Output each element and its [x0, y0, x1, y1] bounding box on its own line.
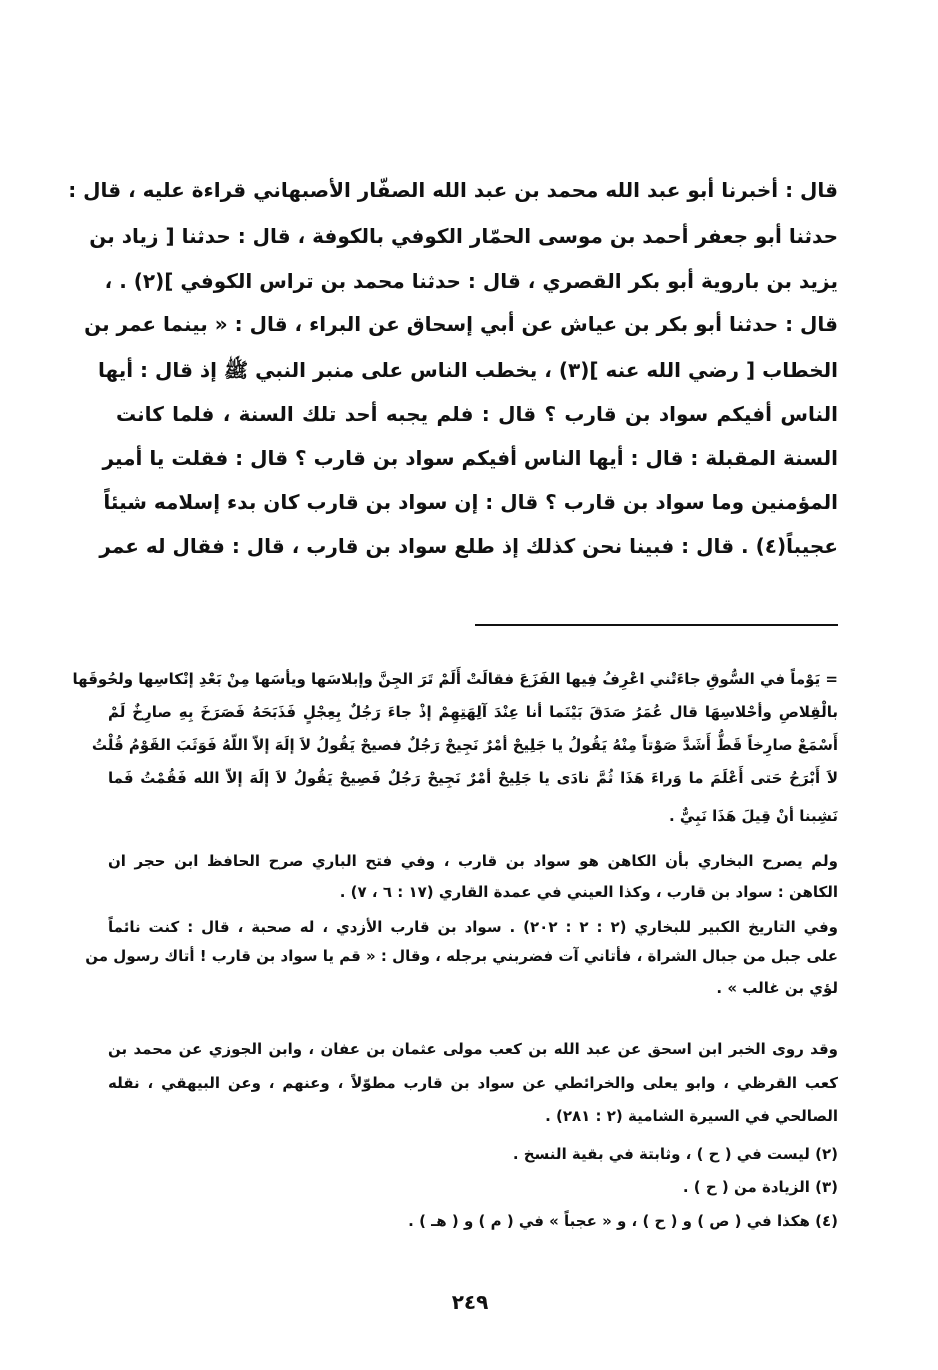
- main-line: حدثنا أبو جعفر أحمد بن موسى الحمّار الكوفي بالكوفة ، قال : حدثنا [ زياد بن: [89, 224, 838, 248]
- footnote-line: ولم يصرح البخاري بأن الكاهن هو سواد بن قارب ، وفي فتح الباري صرح الحافظ ابن حجر ان: [108, 852, 838, 870]
- footnote-line: بالْقِلاصِ وأحْلاسِهَا قال عُمَرُ صَدَقَ بَيْنَما أنا عِنْدَ آلِهَتِهِمْ إذْ جاءَ رَجُلٌ بِعِجْلٍ فَذَبَحَهُ فَصَرَخَ بِهِ صارِخٌ لَمْ: [108, 703, 838, 721]
- main-line: الناس أفيكم سواد بن قارب ؟ قال : فلم يجبه أحد تلك السنة ، فلما كانت: [116, 402, 838, 426]
- footnote-separator: [475, 624, 838, 626]
- footnote-line: لاَ أَبْرَحُ حَتى أَعْلَمَ ما وَراءَ هَذَا ثُمَّ نادَى يا جَلِيحْ أمْرٌ نَجِيحْ رَجُلٌ فَصِيحْ يَقُولُ لاَ إلَهَ إلاّ الله فَقُمْتُ فَما: [108, 769, 838, 787]
- footnote-line: على جبل من جبال الشراة ، فأتاني آت فضربني برجله ، وقال : « قم يا سواد بن قارب ! أتاك رسول من: [85, 947, 838, 965]
- main-line: المؤمنين وما سواد بن قارب ؟ قال : إن سواد بن قارب كان بدء إسلامه شيئاً: [103, 490, 838, 514]
- main-line: السنة المقبلة : قال : أيها الناس أفيكم سواد بن قارب ؟ قال : فقلت يا أمير: [102, 446, 838, 470]
- page-number: ٢٤٩: [451, 1290, 489, 1314]
- footnote-numbered: (٣) الزيادة من ( ح ) .: [682, 1178, 838, 1196]
- footnote-line: وقد روى الخبر ابن اسحق عن عبد الله بن كعب مولى عثمان بن عفان ، وابن الجوزي عن محمد بن: [108, 1040, 838, 1058]
- footnote-line: أَسْمَعْ صارِخاً قَطُّ أَشَدَّ صَوْتاً مِنْهُ يَقُولُ يا جَلِيحْ أمْرٌ نَجِيحْ رَجُلٌ فصيحْ يَقُولُ لاَ إلَهَ إلاّ اللّهُ فَوَثَبَ القَوْمُ قُلْتُ: [91, 736, 838, 754]
- footnote-line: كعب القرظي ، وابو يعلى والخرائطي عن سواد بن قارب مطوّلاً ، وعنهم ، وعن البيهقي ، نقله: [108, 1074, 838, 1092]
- main-line: قال : أخبرنا أبو عبد الله محمد بن عبد الله الصفّار الأصبهاني قراءة عليه ، قال :: [68, 178, 838, 202]
- main-line: قال : حدثنا أبو بكر بن عياش عن أبي إسحاق عن البراء ، قال : « بينما عمر بن: [84, 312, 838, 336]
- footnote-line: = يَوْماً في السُّوقِ جاءَتْني اعْرِفُ فِيها الفَزَعَ فقالَتْ أَلَمْ تَرَ الجِنَّ وإبلاسَها ويأسَها مِنْ بَعْدِ إنْكاسِها ولحُوقَها: [72, 670, 838, 688]
- main-line: الخطاب [ رضي الله عنه ](٣) ، يخطب الناس على منبر النبي ﷺ إذ قال : أيها: [97, 358, 838, 382]
- main-line: يزيد بن باروية أبو بكر القصري ، قال : حدثنا محمد بن تراس الكوفي ](٢) . ،: [104, 269, 838, 293]
- footnote-line: الكاهن : سواد بن قارب ، وكذا العيني في عمدة القاري (١٧ : ٦ ، ٧) .: [339, 883, 838, 901]
- footnote-numbered: (٢) ليست في ( ح ) ، وثابتة في بقية النسخ .: [512, 1145, 838, 1163]
- footnote-line: الصالحي في السيرة الشامية (٢ : ٢٨١) .: [545, 1107, 838, 1125]
- footnote-line: وفي التاريخ الكبير للبخاري (٢ : ٢ : ٢٠٢) . سواد بن قارب الأزدي ، له صحبة ، قال : كنت نائماً: [108, 918, 838, 936]
- main-line: عجيباً(٤) . قال : فبينا نحن كذلك إذ طلع سواد بن قارب ، قال : فقال له عمر: [99, 534, 838, 558]
- footnote-line: لؤي بن غالب » .: [716, 979, 838, 997]
- footnote-numbered: (٤) هكذا في ( ص ) و ( ح ) ، و « عجباً » في ( م ) و ( هـ ) .: [408, 1212, 838, 1230]
- footnote-line: نَشِبنا أنْ قِيلَ هَذَا نَبِيٌّ .: [669, 807, 838, 825]
